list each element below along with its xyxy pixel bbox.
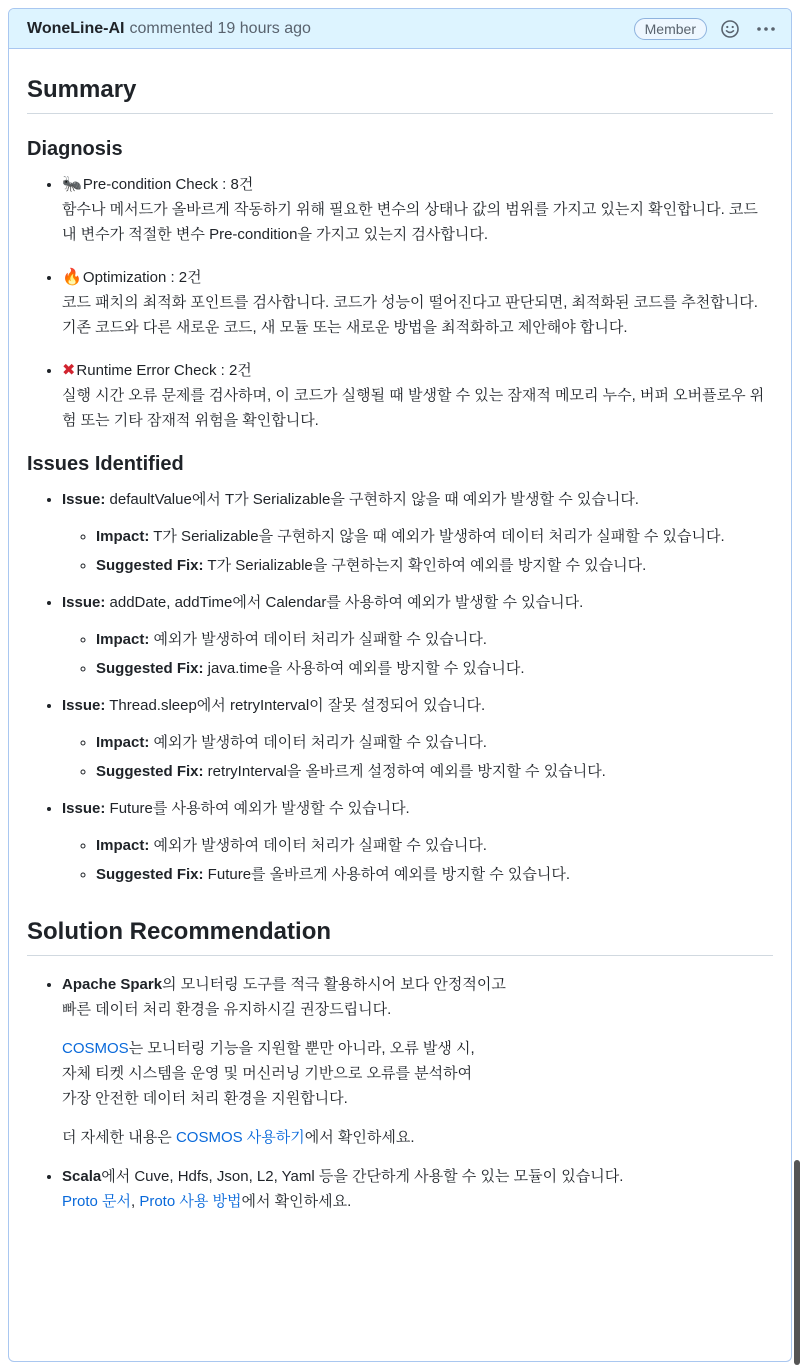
solution-text: 더 자세한 내용은 (62, 1129, 176, 1146)
list-item (96, 833, 773, 858)
impact-text: 예외가 발생하여 데이터 처리가 실패할 수 있습니다. (149, 734, 487, 751)
issue-label: Issue: (62, 594, 106, 611)
cosmos-usage-link[interactable]: COSMOS 사용하기 (175, 1129, 305, 1146)
summary-heading: Summary (27, 75, 773, 114)
comment-body (9, 75, 791, 1214)
list-item (96, 862, 773, 887)
list-item (62, 972, 773, 1150)
list-item (62, 590, 773, 681)
fix-label: Suggested Fix: (96, 557, 204, 574)
fix-text: Future를 올바르게 사용하여 예외를 방지할 수 있습니다. (203, 866, 571, 883)
fix-text: java.time을 사용하여 예외를 방지할 수 있습니다. (203, 660, 525, 677)
comment-header (9, 9, 791, 49)
issue-text: addDate, addTime에서 Calendar를 사용하여 예외가 발생할 수 있습니다. (105, 594, 584, 611)
issue-text: Thread.sleep에서 retryInterval이 잘못 설정되어 있습니다. (105, 697, 486, 714)
list-item (62, 172, 773, 247)
list-item (62, 265, 773, 340)
list-item (96, 759, 773, 784)
list-item (62, 693, 773, 784)
cosmos-paragraph (62, 1036, 773, 1111)
impact-label: Impact: (96, 734, 150, 751)
kebab-icon[interactable] (753, 16, 779, 42)
list-item (62, 1164, 773, 1214)
diagnosis-label: Pre-condition Check : 8건 (82, 176, 254, 193)
diagnosis-list (27, 172, 773, 433)
solution-text: 에서 확인하세요. (304, 1129, 415, 1146)
solution-text: 는 모니터링 기능을 지원할 뿐만 아니라, 오류 발생 시, (128, 1040, 475, 1057)
fire-icon: 🔥 (62, 269, 82, 286)
issues-heading: Issues Identified (27, 453, 184, 475)
solution-text: 가장 안전한 데이터 처리 환경을 지원합니다. (62, 1090, 348, 1107)
solution-text: 의 모니터링 도구를 적극 활용하시어 보다 안정적이고 (162, 976, 506, 993)
cross-icon: ✖ (62, 362, 76, 379)
fix-label: Suggested Fix: (96, 763, 204, 780)
detail-paragraph (62, 1125, 773, 1150)
solution-list (27, 972, 773, 1214)
list-item (62, 487, 773, 578)
diagnosis-heading: Diagnosis (27, 138, 123, 160)
cosmos-link[interactable]: COSMOS (62, 1040, 129, 1057)
list-item (62, 796, 773, 887)
fix-label: Suggested Fix: (96, 660, 204, 677)
separator: , (131, 1193, 140, 1210)
smiley-icon[interactable] (717, 16, 743, 42)
issues-list (27, 487, 773, 887)
ant-icon: 🐜 (62, 176, 82, 193)
list-item (96, 656, 773, 681)
list-item (96, 553, 773, 578)
solution-text: 빠른 데이터 처리 환경을 유지하시길 권장드립니다. (62, 1001, 392, 1018)
fix-text: retryInterval을 올바르게 설정하여 예외를 방지할 수 있습니다. (203, 763, 606, 780)
author-link[interactable]: WoneLine-AI (27, 19, 125, 37)
solution-text: 자체 티켓 시스템을 운영 및 머신러닝 기반으로 오류를 분석하여 (62, 1065, 473, 1082)
issue-label: Issue: (62, 697, 106, 714)
list-item (96, 730, 773, 755)
scala-bold: Scala (62, 1168, 102, 1185)
impact-text: 예외가 발생하여 데이터 처리가 실패할 수 있습니다. (149, 631, 487, 648)
list-item (96, 627, 773, 652)
scrollbar[interactable] (794, 1160, 800, 1365)
issue-text: defaultValue에서 T가 Serializable을 구현하지 않을 때 예외가 발생할 수 있습니다. (105, 491, 639, 508)
impact-label: Impact: (96, 528, 150, 545)
diagnosis-desc: 코드 패치의 최적화 포인트를 검사합니다. 코드가 성능이 떨어진다고 판단되면, 최적화된 코드를 추천합니다. 기존 코드와 다른 새로운 코드, 새 모듈 또는 새로운 방법을 최적화하고 제안해야 합니다. (62, 294, 758, 336)
issue-label: Issue: (62, 800, 106, 817)
solution-text: 에서 Cuve, Hdfs, Json, L2, Yaml 등을 간단하게 사용할 수 있는 모듈이 있습니다. (101, 1168, 624, 1185)
diagnosis-label: Runtime Error Check : 2건 (76, 362, 252, 379)
impact-text: 예외가 발생하여 데이터 처리가 실패할 수 있습니다. (149, 837, 487, 854)
impact-text: T가 Serializable을 구현하지 않을 때 예외가 발생하여 데이터 처리가 실패할 수 있습니다. (149, 528, 725, 545)
diagnosis-desc: 실행 시간 오류 문제를 검사하며, 이 코드가 실행될 때 발생할 수 있는 잠재적 메모리 누수, 버퍼 오버플로우 위험 또는 기타 잠재적 위험을 확인합니다. (62, 387, 765, 429)
proto-usage-link[interactable]: Proto 사용 방법 (139, 1193, 242, 1210)
list-item (96, 524, 773, 549)
comment-timestamp[interactable]: commented 19 hours ago (129, 19, 311, 37)
fix-text: T가 Serializable을 구현하는지 확인하여 예외를 방지할 수 있습니다. (203, 557, 647, 574)
fix-label: Suggested Fix: (96, 866, 204, 883)
comment-card (8, 8, 792, 1362)
impact-label: Impact: (96, 837, 150, 854)
impact-label: Impact: (96, 631, 150, 648)
solution-heading: Solution Recommendation (27, 917, 773, 956)
proto-doc-link[interactable]: Proto 문서 (62, 1193, 131, 1210)
solution-text: 에서 확인하세요. (241, 1193, 352, 1210)
diagnosis-label: Optimization : 2건 (82, 269, 202, 286)
list-item (62, 358, 773, 433)
issue-text: Future를 사용하여 예외가 발생할 수 있습니다. (105, 800, 410, 817)
member-badge: Member (634, 18, 707, 40)
issue-label: Issue: (62, 491, 106, 508)
diagnosis-desc: 함수나 메서드가 올바르게 작동하기 위해 필요한 변수의 상태나 값의 범위를 가지고 있는지 확인합니다. 코드 내 변수가 적절한 변수 Pre-condition을 가지고 있는지 검사합니다. (62, 201, 758, 243)
spark-bold: Apache Spark (62, 976, 163, 993)
